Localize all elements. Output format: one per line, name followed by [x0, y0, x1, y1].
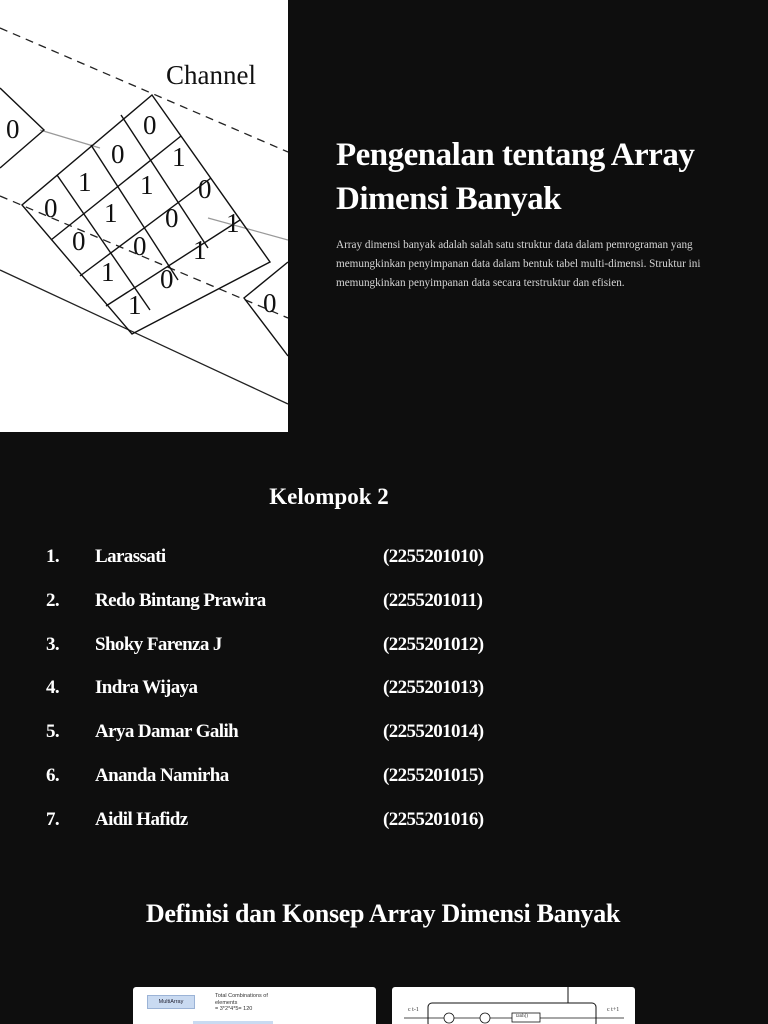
grid-digit: 0: [160, 264, 174, 294]
tanh-label: tanh(): [516, 1014, 528, 1019]
member-row: [0, 759, 768, 803]
grid-digit: 0: [111, 139, 125, 169]
member-id: (2255201011): [383, 589, 483, 611]
member-name: Shoky Farenza J: [95, 633, 222, 655]
member-number: 3.: [46, 633, 60, 655]
lstm-label-left: c t-1: [408, 1007, 419, 1013]
member-id: (2255201012): [383, 633, 484, 655]
member-number: 7.: [46, 808, 60, 830]
grid-digit: 0: [133, 231, 147, 261]
member-row: [0, 803, 768, 847]
combinations-note: [215, 993, 305, 1013]
member-name: Larassati: [95, 546, 166, 567]
member-id: (2255201010): [383, 546, 484, 567]
grid-digit: 0: [263, 288, 277, 318]
member-row: [0, 540, 768, 584]
member-row: [0, 584, 768, 628]
grid-digit: 1: [226, 208, 240, 238]
member-row: [0, 715, 768, 759]
note-line: elements: [215, 999, 238, 1006]
member-number: 1.: [46, 546, 60, 567]
member-name: Redo Bintang Prawira: [95, 589, 266, 611]
grid-digit: 1: [104, 198, 118, 228]
grid-digit: 0: [44, 193, 58, 223]
grid-digit: 0: [198, 174, 212, 204]
grid-digit: 1: [193, 235, 207, 265]
page-title: Pengenalan tentang Array Dimensi Banyak: [336, 137, 695, 217]
member-number: 5.: [46, 721, 60, 743]
note-line: Total Combinations of: [215, 993, 268, 999]
grid-digit: 0: [165, 203, 179, 233]
member-name: Aidil Hafidz: [95, 808, 188, 830]
member-row: [0, 671, 768, 715]
member-id: (2255201015): [383, 764, 484, 786]
grid-digits: [6, 110, 277, 320]
lstm-diagram-thumbnail: [392, 987, 635, 1024]
grid-digit: 1: [101, 257, 115, 287]
grid-digit: 0: [143, 110, 157, 140]
multiarray-box: MultiArray: [147, 995, 195, 1009]
definition-section-title: Definisi dan Konsep Array Dimensi Banyak: [145, 899, 621, 928]
member-number: 6.: [46, 764, 60, 786]
grid-digit: 0: [72, 226, 86, 256]
grid-digit: 1: [172, 142, 186, 172]
lstm-cell-diagram: [392, 987, 635, 1024]
array-channel-diagram: [0, 0, 288, 432]
channel-label: Channel: [166, 60, 256, 90]
note-line: = 3*2*4*5= 120: [215, 1006, 253, 1012]
member-list: [0, 540, 768, 847]
member-id: (2255201016): [383, 808, 484, 830]
multiarray-diagram-thumbnail: [133, 987, 376, 1024]
grid-digit: 1: [78, 167, 92, 197]
member-number: 4.: [46, 677, 60, 699]
member-name: Ananda Namirha: [95, 764, 229, 786]
member-number: 2.: [46, 589, 60, 611]
member-name: Indra Wijaya: [95, 677, 198, 699]
member-name: Arya Damar Galih: [95, 721, 239, 743]
hero-illustration: [0, 0, 288, 432]
grid-digit: 1: [128, 290, 142, 320]
grid-digit: 1: [140, 170, 154, 200]
member-id: (2255201014): [383, 721, 484, 743]
intro-paragraph: Array dimensi banyak adalah salah satu struktur data dalam pemrograman yang memungkinkan penyimpanan data dalam bentuk tabel multi-dimensi. Struktur ini memungkinkan penyimpanan data secara terstruktur dan efisien.: [336, 239, 701, 289]
grid-digit: 0: [6, 114, 20, 144]
member-row: [0, 628, 768, 672]
member-id: (2255201013): [383, 677, 484, 699]
group-title: Kelompok 2: [269, 484, 389, 509]
lstm-label-right: c t+1: [607, 1007, 620, 1013]
